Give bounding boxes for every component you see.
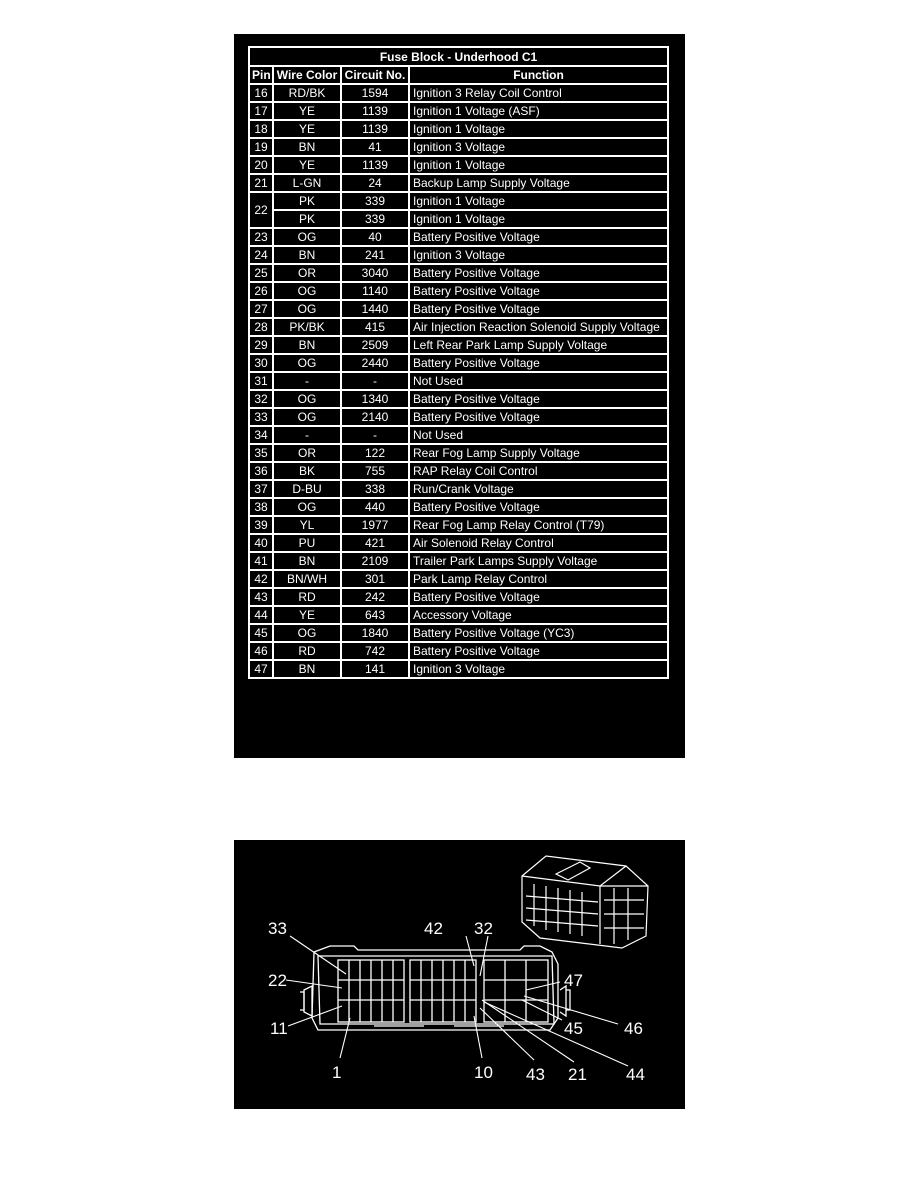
- wire-color-cell: OR: [273, 264, 341, 282]
- callout-10: 10: [474, 1063, 493, 1082]
- circuit-cell: 2509: [341, 336, 409, 354]
- wire-color-cell: RD: [273, 642, 341, 660]
- circuit-cell: 122: [341, 444, 409, 462]
- function-cell: Run/Crank Voltage: [409, 480, 668, 498]
- wire-color-cell: D-BU: [273, 480, 341, 498]
- table-row: [249, 102, 668, 120]
- table-row: [249, 624, 668, 642]
- pin-cell: 22: [249, 192, 273, 228]
- circuit-cell: 643: [341, 606, 409, 624]
- function-cell: Battery Positive Voltage: [409, 588, 668, 606]
- pin-cell: 24: [249, 246, 273, 264]
- table-row: [249, 516, 668, 534]
- function-cell: Battery Positive Voltage: [409, 498, 668, 516]
- pin-cell: 37: [249, 480, 273, 498]
- callout-11: 11: [270, 1019, 288, 1038]
- circuit-cell: 141: [341, 660, 409, 678]
- table-row: [249, 138, 668, 156]
- circuit-cell: -: [341, 426, 409, 444]
- function-cell: Ignition 1 Voltage (ASF): [409, 102, 668, 120]
- table-row: [249, 390, 668, 408]
- table-row: [249, 660, 668, 678]
- wire-color-cell: PK: [273, 192, 341, 210]
- circuit-cell: 40: [341, 228, 409, 246]
- header-function: Function: [409, 66, 668, 84]
- function-cell: Battery Positive Voltage: [409, 642, 668, 660]
- pin-cell: 20: [249, 156, 273, 174]
- connector-diagram-panel: [234, 840, 685, 1109]
- circuit-cell: 415: [341, 318, 409, 336]
- pin-cell: 25: [249, 264, 273, 282]
- wire-color-cell: YE: [273, 120, 341, 138]
- pin-cell: 30: [249, 354, 273, 372]
- table-row: [249, 606, 668, 624]
- function-cell: Battery Positive Voltage: [409, 354, 668, 372]
- circuit-cell: 338: [341, 480, 409, 498]
- callout-42: 42: [424, 919, 443, 938]
- wire-color-cell: RD: [273, 588, 341, 606]
- function-cell: Battery Positive Voltage: [409, 228, 668, 246]
- table-row: [249, 120, 668, 138]
- function-cell: Ignition 1 Voltage: [409, 192, 668, 210]
- header-wire-color: Wire Color: [273, 66, 341, 84]
- table-row: [249, 264, 668, 282]
- function-cell: Air Injection Reaction Solenoid Supply Voltage: [409, 318, 668, 336]
- table-row: [249, 336, 668, 354]
- pin-cell: 39: [249, 516, 273, 534]
- wire-color-cell: OG: [273, 408, 341, 426]
- pin-cell: 29: [249, 336, 273, 354]
- circuit-cell: 24: [341, 174, 409, 192]
- table-body: [249, 84, 668, 678]
- wire-color-cell: BN: [273, 552, 341, 570]
- table-row: [249, 462, 668, 480]
- pin-cell: 28: [249, 318, 273, 336]
- function-cell: Ignition 3 Voltage: [409, 246, 668, 264]
- pin-cell: 16: [249, 84, 273, 102]
- pin-cell: 34: [249, 426, 273, 444]
- table-row: [249, 318, 668, 336]
- wire-color-cell: OG: [273, 354, 341, 372]
- wire-color-cell: YE: [273, 606, 341, 624]
- callout-47: 47: [564, 971, 583, 990]
- function-cell: Not Used: [409, 372, 668, 390]
- pinout-table-panel: [234, 34, 685, 758]
- function-cell: Backup Lamp Supply Voltage: [409, 174, 668, 192]
- callout-43: 43: [526, 1065, 545, 1084]
- function-cell: Trailer Park Lamps Supply Voltage: [409, 552, 668, 570]
- circuit-cell: 421: [341, 534, 409, 552]
- wire-color-cell: -: [273, 372, 341, 390]
- function-cell: Battery Positive Voltage: [409, 300, 668, 318]
- callout-21: 21: [568, 1065, 587, 1084]
- function-cell: Ignition 3 Voltage: [409, 660, 668, 678]
- wire-color-cell: OR: [273, 444, 341, 462]
- circuit-cell: 41: [341, 138, 409, 156]
- circuit-cell: -: [341, 372, 409, 390]
- function-cell: Rear Fog Lamp Relay Control (T79): [409, 516, 668, 534]
- wire-color-cell: PU: [273, 534, 341, 552]
- wire-color-cell: PK/BK: [273, 318, 341, 336]
- wire-color-cell: L-GN: [273, 174, 341, 192]
- wire-color-cell: OG: [273, 228, 341, 246]
- function-cell: Air Solenoid Relay Control: [409, 534, 668, 552]
- table-row: [249, 642, 668, 660]
- pin-cell: 21: [249, 174, 273, 192]
- function-cell: Accessory Voltage: [409, 606, 668, 624]
- function-cell: Ignition 3 Relay Coil Control: [409, 84, 668, 102]
- callout-44: 44: [626, 1065, 645, 1084]
- circuit-cell: 755: [341, 462, 409, 480]
- callout-22: 22: [268, 971, 287, 990]
- table-row: [249, 210, 668, 228]
- table-row: [249, 174, 668, 192]
- circuit-cell: 2140: [341, 408, 409, 426]
- function-cell: Battery Positive Voltage: [409, 282, 668, 300]
- table-title: Fuse Block - Underhood C1: [249, 47, 668, 66]
- circuit-cell: 1140: [341, 282, 409, 300]
- table-row: [249, 246, 668, 264]
- wire-color-cell: RD/BK: [273, 84, 341, 102]
- circuit-cell: 1139: [341, 102, 409, 120]
- callout-32: 32: [474, 919, 493, 938]
- callout-33: 33: [268, 919, 287, 938]
- table-row: [249, 408, 668, 426]
- function-cell: Battery Positive Voltage: [409, 408, 668, 426]
- function-cell: Not Used: [409, 426, 668, 444]
- pin-cell: 26: [249, 282, 273, 300]
- circuit-cell: 1440: [341, 300, 409, 318]
- pin-cell: 32: [249, 390, 273, 408]
- pin-cell: 45: [249, 624, 273, 642]
- table-row: [249, 570, 668, 588]
- table-row: [249, 354, 668, 372]
- circuit-cell: 1340: [341, 390, 409, 408]
- pinout-table: [248, 46, 669, 679]
- table-row: [249, 426, 668, 444]
- table-row: [249, 480, 668, 498]
- circuit-cell: 242: [341, 588, 409, 606]
- circuit-cell: 339: [341, 210, 409, 228]
- pin-cell: 35: [249, 444, 273, 462]
- connector-diagram: [234, 840, 685, 1109]
- function-cell: Ignition 1 Voltage: [409, 156, 668, 174]
- table-row: [249, 156, 668, 174]
- wire-color-cell: YL: [273, 516, 341, 534]
- table-row: [249, 372, 668, 390]
- circuit-cell: 1139: [341, 120, 409, 138]
- callout-1: 1: [332, 1063, 342, 1082]
- circuit-cell: 3040: [341, 264, 409, 282]
- table-row: [249, 534, 668, 552]
- pin-cell: 47: [249, 660, 273, 678]
- function-cell: Left Rear Park Lamp Supply Voltage: [409, 336, 668, 354]
- pin-cell: 18: [249, 120, 273, 138]
- wire-color-cell: YE: [273, 102, 341, 120]
- callout-46: 46: [624, 1019, 643, 1038]
- circuit-cell: 1840: [341, 624, 409, 642]
- header-circuit-no: Circuit No.: [341, 66, 409, 84]
- wire-color-cell: BN: [273, 246, 341, 264]
- wire-color-cell: -: [273, 426, 341, 444]
- wire-color-cell: BN: [273, 660, 341, 678]
- table-row: [249, 552, 668, 570]
- table-row: [249, 498, 668, 516]
- circuit-cell: 1977: [341, 516, 409, 534]
- function-cell: Ignition 1 Voltage: [409, 120, 668, 138]
- wire-color-cell: OG: [273, 624, 341, 642]
- pin-cell: 33: [249, 408, 273, 426]
- circuit-cell: 1594: [341, 84, 409, 102]
- circuit-cell: 742: [341, 642, 409, 660]
- header-pin: Pin: [249, 66, 273, 84]
- callout-45: 45: [564, 1019, 583, 1038]
- wire-color-cell: BN: [273, 138, 341, 156]
- function-cell: Park Lamp Relay Control: [409, 570, 668, 588]
- wire-color-cell: PK: [273, 210, 341, 228]
- pin-cell: 40: [249, 534, 273, 552]
- function-cell: Battery Positive Voltage: [409, 390, 668, 408]
- circuit-cell: 241: [341, 246, 409, 264]
- wire-color-cell: OG: [273, 498, 341, 516]
- table-row: [249, 192, 668, 210]
- pin-cell: 23: [249, 228, 273, 246]
- pin-cell: 41: [249, 552, 273, 570]
- pin-cell: 31: [249, 372, 273, 390]
- table-row: [249, 282, 668, 300]
- wire-color-cell: BN/WH: [273, 570, 341, 588]
- wire-color-cell: OG: [273, 282, 341, 300]
- function-cell: RAP Relay Coil Control: [409, 462, 668, 480]
- pin-cell: 27: [249, 300, 273, 318]
- function-cell: Battery Positive Voltage (YC3): [409, 624, 668, 642]
- pin-cell: 38: [249, 498, 273, 516]
- pin-cell: 43: [249, 588, 273, 606]
- wire-color-cell: BN: [273, 336, 341, 354]
- wire-color-cell: YE: [273, 156, 341, 174]
- table-row: [249, 588, 668, 606]
- circuit-cell: 339: [341, 192, 409, 210]
- table-header-row: [249, 66, 668, 84]
- pin-cell: 36: [249, 462, 273, 480]
- function-cell: Rear Fog Lamp Supply Voltage: [409, 444, 668, 462]
- pin-cell: 42: [249, 570, 273, 588]
- function-cell: Ignition 1 Voltage: [409, 210, 668, 228]
- circuit-cell: 301: [341, 570, 409, 588]
- circuit-cell: 2440: [341, 354, 409, 372]
- table-row: [249, 84, 668, 102]
- circuit-cell: 440: [341, 498, 409, 516]
- wire-color-cell: BK: [273, 462, 341, 480]
- pin-cell: 44: [249, 606, 273, 624]
- function-cell: Ignition 3 Voltage: [409, 138, 668, 156]
- wire-color-cell: OG: [273, 300, 341, 318]
- pin-cell: 19: [249, 138, 273, 156]
- circuit-cell: 1139: [341, 156, 409, 174]
- function-cell: Battery Positive Voltage: [409, 264, 668, 282]
- circuit-cell: 2109: [341, 552, 409, 570]
- table-row: [249, 228, 668, 246]
- pin-cell: 17: [249, 102, 273, 120]
- table-row: [249, 444, 668, 462]
- table-title-row: [249, 47, 668, 66]
- pin-cell: 46: [249, 642, 273, 660]
- wire-color-cell: OG: [273, 390, 341, 408]
- connector-3d-view: [522, 856, 648, 948]
- table-row: [249, 300, 668, 318]
